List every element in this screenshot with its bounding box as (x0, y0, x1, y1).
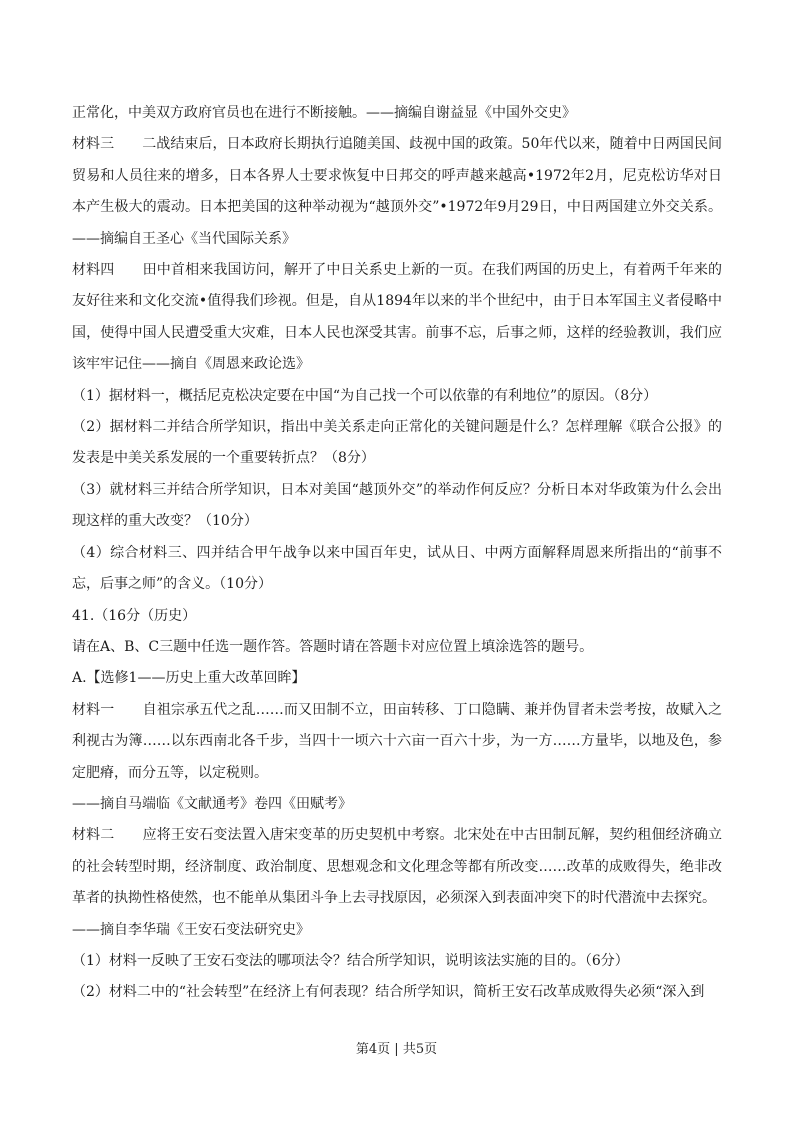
source-citation-1: ——摘自马端临《文献通考》卷四《田赋考》 (72, 795, 352, 812)
document-body (72, 98, 722, 1009)
instruction-text: 请在A、B、C三题中任选一题作答。答题时请在答题卡对应位置上填涂选答的题号。 (72, 638, 594, 655)
question-2: （2）据材料二并结合所学知识，指出中美关系走向正常化的关键问题是什么？怎样理解《联合公报》的发表是中美关系发展的一个重要转折点？（8分） (72, 419, 722, 467)
question-1: （1）据材料一，概括尼克松决定要在中国“为自己找一个可以依靠的有利地位”的原因。（8分） (72, 387, 658, 404)
paragraph-material-4: 材料四 田中首相来我国访问，解开了中日关系史上新的一页。在我们两国的历史上，有着两千年来的友好往来和文化交流•值得我们珍视。但是，自从1894年以来的半个世纪中，由于日本军国主义者侵略中国，使得中国人民遭受重大灾难，日本人民也深受其害。前事不忘，后事之师，这样的经验教训，我们应该牢牢记住——摘自《周恩来政论选》 (72, 262, 722, 373)
question-4: （4）综合材料三、四并结合甲午战争以来中国百年史，试从日、中两方面解释周恩来所指出的“前事不忘，后事之师”的含义。（10分） (72, 544, 722, 593)
paragraph-material-2-tail: 正常化，中美双方政府官员也在进行不断接触。——摘编自谢益显《中国外交史》 (72, 105, 576, 121)
paragraph-a-material-1: 材料一 自祖宗承五代之乱……而又田制不立，田亩转移、丁口隐瞒、兼并伪冒者未尝考按，故赋入之利视古为簿……以东西南北各千步，当四十一顷六十六亩一百六十步，为一方……方量毕，以地及色，参定肥瘠，而分五等，以定税则。 (72, 701, 722, 781)
section-a-heading: A.【选修1——历史上重大改革回眸】 (72, 670, 306, 687)
question-41-heading: 41.（16分（历史） (72, 607, 197, 624)
paragraph-a-material-2: 材料二 应将王安石变法置入唐宋变革的历史契机中考察。北宋处在中古田制瓦解，契约租佃经济确立的社会转型时期，经济制度、政治制度、思想观念和文化理念等都有所改变……改革的成败得失，绝非改革者的执拗性格使然，也不能单从集团斗争上去寻找原因，必须深入到表面冲突下的时代潜流中去探究。 (72, 827, 722, 907)
question-a-2: （2）材料二中的“社会转型”在经济上有何表现？结合所学知识，简析王安石改革成败得失必须“深入到 (72, 984, 705, 1001)
question-3: （3）就材料三并结合所学知识，日本对美国“越顶外交”的举动作何反应？分析日本对华政策为什么会出现这样的重大改变？（10分） (72, 481, 722, 530)
question-a-1: （1）材料一反映了王安石变法的哪项法令？结合所学知识，说明该法实施的目的。（6分） (72, 952, 629, 969)
page-footer: 第4页 | 共5页 (355, 1042, 438, 1057)
source-citation-2: ——摘自李华瑞《王安石变法研究史》 (72, 921, 310, 938)
paragraph-material-3: 材料三 二战结束后，日本政府长期执行追随美国、歧视中国的政策。50年代以来，随着中日两国民间贸易和人员往来的增多，日本各界人士要求恢复中日邦交的呼声越来越高•1972年2月，尼克松访华对日本产生极大的震动。日本把美国的这种举动视为“越顶外交”•1972年9月29日，中日两国建立外交关系。——摘编自王圣心《当代国际关系》 (72, 136, 722, 247)
